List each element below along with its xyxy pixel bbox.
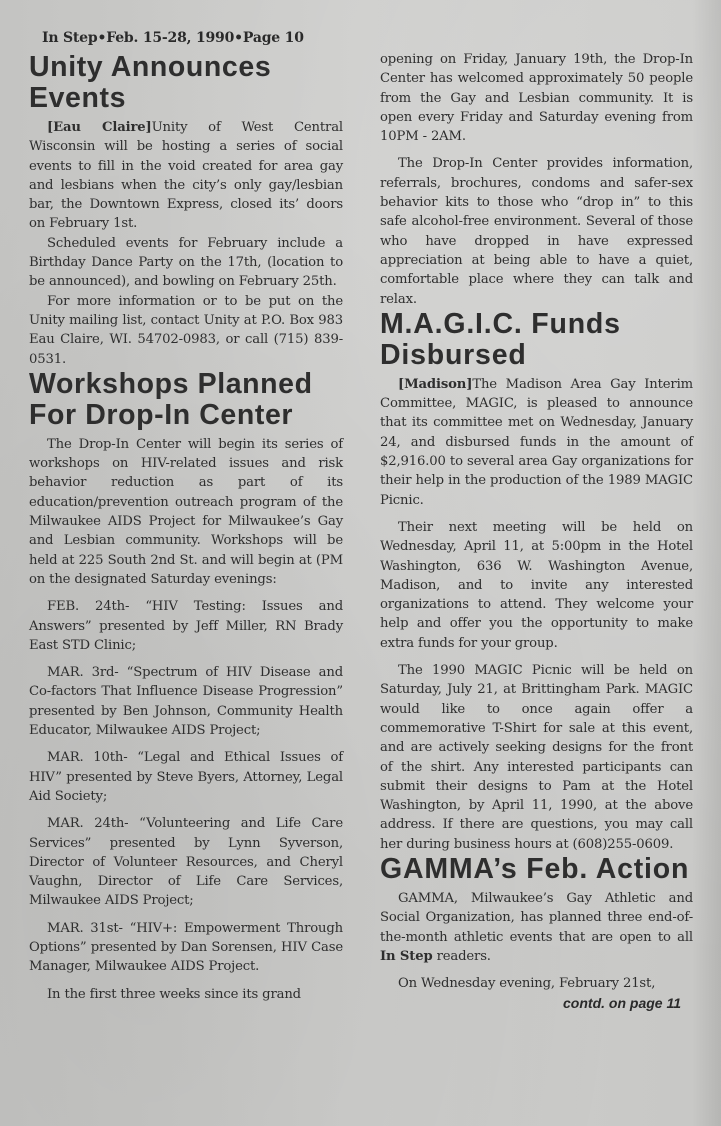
magic-paragraph: The 1990 MAGIC Picnic will be held on Saturday, July 21, at Brittingham Park. MAGIC would like to once again offer a commemorative T-Shirt for sale at this event, and are actively seeking designs for the front of the shirt. Any interested participants can submit their designs to Pam at the Hotel Washington, by April 11, 1990, at the above address. If there are questions, you may call her during business hours at (608)255-0609.	[380, 663, 693, 852]
headline-magic: M.A.G.I.C. Funds Disbursed	[380, 307, 621, 371]
workshop-listing: MAR. 24th- “Volunteering and Life Care Services” presented by Lynn Syverson, Director of Volunteer Resources, and Cheryl Vaughn, Director of Life Care Services, Milwaukee AIDS Project;	[29, 816, 343, 909]
workshops-paragraph: The Drop-In Center provides information, referrals, brochures, condoms and safer-sex behavior kits to those who “drop in” to this safe alcohol-free environment. Several of those who have dropped in have expressed appreciation at being able to have a quiet, comfortable place where they can talk and relax.	[380, 156, 693, 307]
right-column	[380, 50, 693, 1011]
workshop-listing: MAR. 3rd- “Spectrum of HIV Disease and Co-factors That Influence Disease Progression” presented by Ben Johnson, Community Health Educator, Milwaukee AIDS Project;	[29, 665, 343, 739]
workshop-listing: MAR. 10th- “Legal and Ethical Issues of HIV” presented by Steve Byers, Attorney, Legal Aid Society;	[29, 750, 343, 804]
workshops-paragraph: The Drop-In Center will begin its series of workshops on HIV-related issues and risk behavior reduction as part of its education/prevention outreach program of the Milwaukee AIDS Project for Milwaukee’s Gay and Lesbian community. Workshops will be held at 225 South 2nd St. and will begin at (PM on the designated Saturday evenings:	[29, 436, 343, 587]
continued-jump-line: contd. on page 11	[563, 995, 681, 1012]
article-unity	[29, 52, 343, 369]
article-workshops	[29, 369, 343, 1004]
gamma-paragraph: On Wednesday evening, February 21st,	[398, 976, 656, 992]
page-folio: In Step•Feb. 15-28, 1990•Page 10	[42, 30, 304, 46]
workshop-listing: FEB. 24th- “HIV Testing: Issues and Answers” presented by Jeff Miller, RN Brady East STD Clinic;	[29, 599, 343, 653]
headline-workshops: Workshops Planned For Drop-In Center	[29, 367, 313, 431]
unity-paragraph: Scheduled events for February include a Birthday Dance Party on the 17th, (location to be announced), and bowling on February 25th.	[29, 235, 343, 290]
workshops-paragraph: opening on Friday, January 19th, the Drop-In Center has welcomed approximately 50 people from the Gay and Lesbian community. It is open every Friday and Saturday evening from 10PM - 2AM.	[380, 52, 693, 145]
left-column	[29, 30, 343, 1004]
dateline-eau-claire: [Eau Claire]	[47, 120, 152, 135]
workshop-listing: MAR. 31st- “HIV+: Empowerment Through Options” presented by Dan Sorensen, HIV Case Manager, Milwaukee AIDS Project.	[29, 920, 343, 975]
dateline-madison: [Madison]	[398, 376, 473, 392]
article-gamma	[380, 854, 693, 1011]
magic-paragraph: [Madison]The Madison Area Gay Interim Committee, MAGIC, is pleased to announce that its committee met on Wednesday, January 24, and disbursed funds in the amount of $2,916.00 to several area Gay organizations for their help in the production of the 1989 MAGIC Picnic.	[380, 376, 693, 508]
magic-paragraph: Their next meeting will be held on Wednesday, April 11, at 5:00pm in the Hotel Washington, 636 W. Washington Avenue, Madison, and to invite any interested organizations to attend. They welcome your help and offer you the opportunity to make extra funds for your group.	[380, 519, 693, 651]
unity-paragraph: For more information or to be put on the Unity mailing list, contact Unity at P.O. Box 983 Eau Claire, WI. 54702-0983, or call (715) 839- 0531.	[29, 293, 343, 367]
article-workshops-continued	[380, 50, 693, 309]
workshops-paragraph: In the first three weeks since its grand	[47, 986, 301, 1002]
headline-unity: Unity Announces Events	[29, 51, 272, 114]
headline-gamma: GAMMA’s Feb. Action	[380, 852, 690, 885]
article-magic	[380, 309, 693, 854]
unity-paragraph: [Eau Claire]Unity of West Central Wisconsin will be hosting a series of social events to fill in the void created for area gay and lesbians when the city’s only gay/lesbian bar, the Downtown Express, closed its’ doors on February 1st.	[29, 120, 343, 232]
publication-name: In Step	[380, 948, 433, 964]
gamma-paragraph: GAMMA, Milwaukee’s Gay Athletic and Social Organization, has planned three end-of-the-month athletic events that are open to all In Step readers.	[380, 890, 693, 964]
